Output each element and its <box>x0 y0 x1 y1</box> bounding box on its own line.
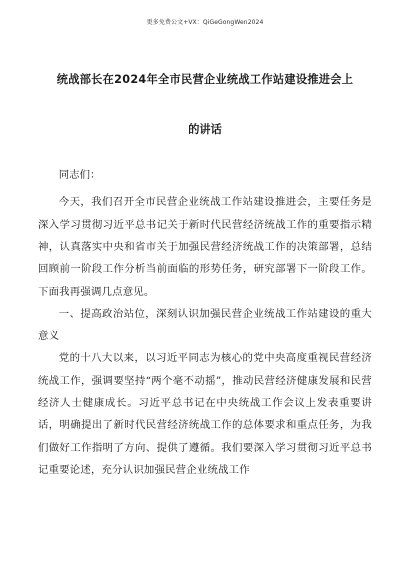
document-title: 统战部长在2024年全市民营企业统战工作站建设推进会上 <box>56 73 354 86</box>
body-paragraph: 今天，我们召开全市民营企业统战工作站建设推进会，主要任务是深入学习贯彻习近平总书记关于新时代民营经济统战工作的重要指示精神，认真落实中央和省市关于加强民营经济统战工作的决策部署，总结回顾前一阶段工作分析当前面临的形势任务，研究部署下一阶段工作。下面我再强调几点意见。 <box>38 196 372 298</box>
page-header: 更多免费公文+VX：QiGeGongWen2024 <box>146 19 264 26</box>
document-title-continued: 的讲话 <box>188 123 222 136</box>
body-paragraph: 党的十八大以来，以习近平同志为核心的党中央高度重视民营经济统战工作，强调要坚持“两个毫不动摇”，推动民营经济健康发展和民营经济人士健康成长。习近平总书记在中央统战工作会议上发表重要讲话，明确提出了新时代民营经济统战工作的总体要求和重点任务，为我们做好工作指明了方向、提供了遵循。我们要深入学习贯彻习近平总书记重要论述，充分认识加强民营企业统战工作 <box>38 352 372 476</box>
salutation: 同志们： <box>58 169 101 181</box>
section-heading: 一、提高政治站位，深刻认识加强民营企业统战工作站建设的重大意义 <box>38 307 372 343</box>
